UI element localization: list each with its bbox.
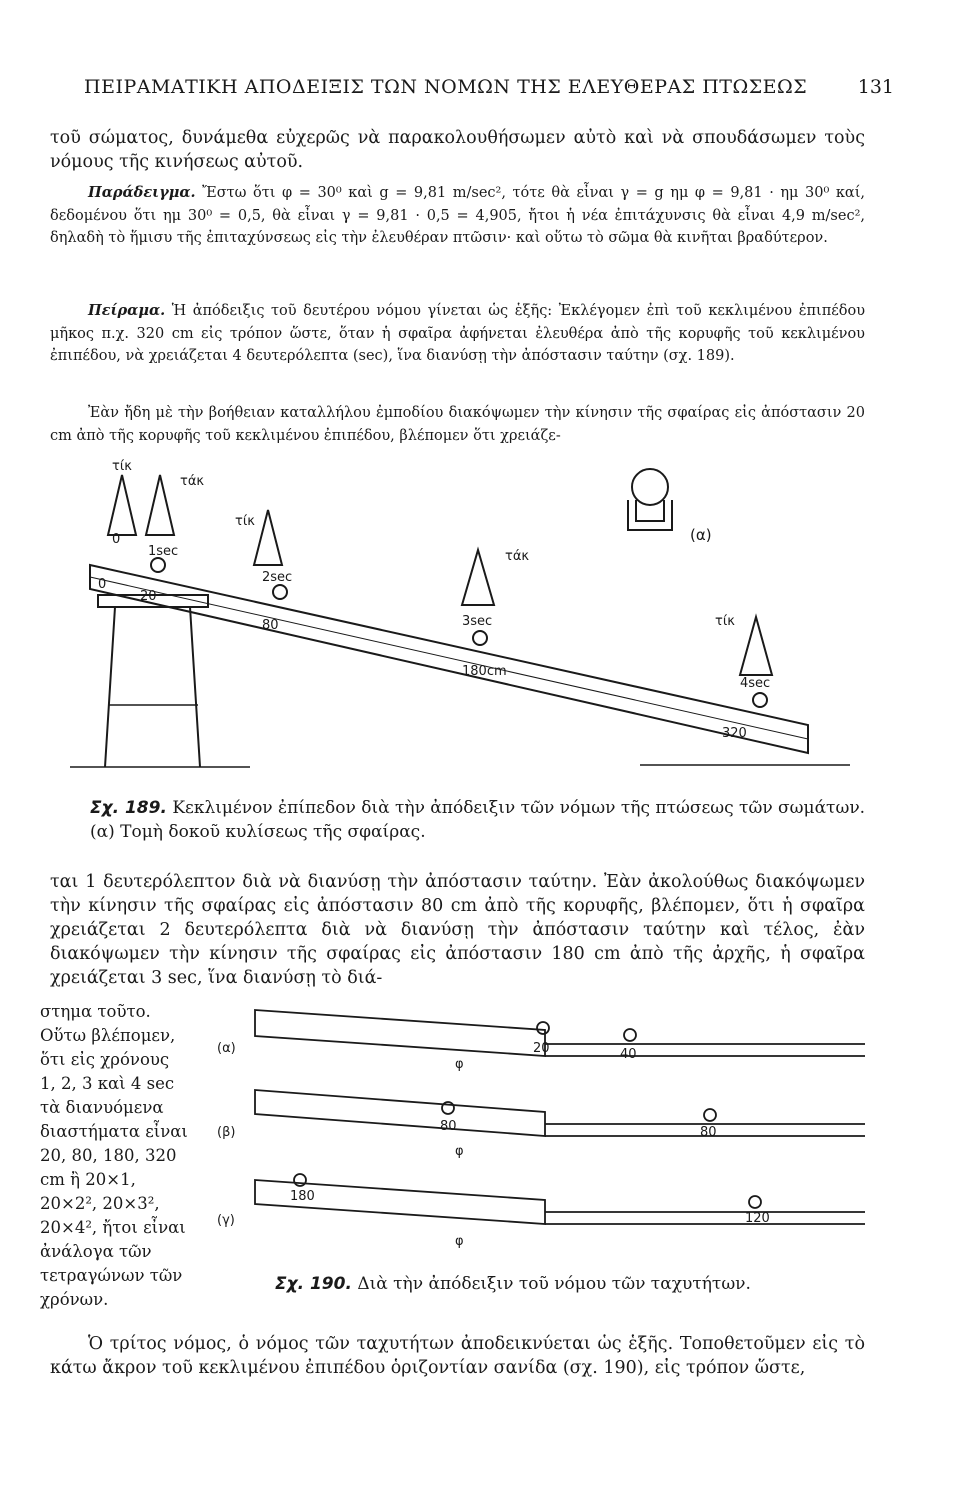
figure-190-caption-text: Διὰ τὴν ἀπόδειξιν τοῦ νόμου τῶν ταχυτήτων. [357,1274,751,1294]
time-label: 0 [112,532,121,547]
paragraph-6: Ὁ τρίτος νόμος, ὁ νόμος τῶν ταχυτήτων ἀποδεικνύεται ὡς ἑξῆς. Τοποθετοῦμεν εἰς τὸ κάτω ἄκρον τοῦ κεκλιμένου ἐπιπέδου ὁριζοντίαν σανίδα (σχ. 190), εἰς τρόπον ὥστε, [50,1334,865,1378]
mark-label: 120 [745,1211,770,1226]
ball [294,1174,306,1186]
paragraph-4: Ἐὰν ἤδη μὲ τὴν βοήθειαν καταλλήλου ἐμποδίου διακόψωμεν τὴν κίνησιν τῆς σφαίρας εἰς ἀπόστασιν 20 cm ἀπὸ τῆς κορυφῆς τοῦ κεκλιμένου ἐπιπέδου, βλέπομεν ὅτι χρειάζε- [50,405,865,444]
page-number: 131 [857,76,894,98]
mark-label: 80 [700,1125,717,1140]
ball [704,1109,716,1121]
phi-label: φ [455,1144,464,1159]
header-title: ΠΕΙΡΑΜΑΤΙΚΗ ΑΠΟΔΕΙΞΙΣ ΤΩΝ ΝΟΜΩΝ ΤΗΣ ΕΛΕΥΘΕΡΑΣ ΠΤΩΣΕΩΣ [84,76,808,98]
distance-label: 20 [140,589,157,604]
figure-189-caption [90,796,880,844]
stool-leg [105,607,115,767]
phi-label: φ [455,1057,464,1072]
ball [473,631,487,645]
example-text: Ἔστω ὅτι φ = 30⁰ καὶ g = 9,81 m/sec², τότε θὰ εἶναι γ = g ημ φ = 9,81 · ημ 30⁰ καί, δεδομένου ὅτι ημ 30⁰ = 0,5, θὰ εἶναι γ = 9,81 · 0,5 = 4,905, ἤτοι ἡ νέα ἐπιτάχυνσις θὰ εἶναι 4,9 m/sec², δηλαδὴ τὸ ἥμισυ τῆς ἐπιταχύνσεως εἰς τὴν ἐλευθέραν πτῶσιν· καὶ οὕτω τὸ σῶμα θὰ κινῆται βραδύτερον. [50,185,865,246]
time-label: 3sec [462,614,493,629]
tock-label: τάκ [505,549,530,564]
figure-190-caption-label: Σχ. 190. [275,1274,352,1294]
sidebar-text: στημα τοῦτο. Οὕτω βλέπομεν, ὅτι εἰς χρόνους 1, 2, 3 καὶ 4 sec τὰ διανυόμενα διαστήματα εἶναι 20, 80, 180, 320 cm ἢ 20×1, 20×2², 20×3², 20×4², ἤτοι εἶναι ἀνάλογα τῶν τετραγώνων τῶν χρόνων. [40,1002,188,1309]
running-header [84,76,894,104]
tick-label: τίκ [112,459,132,474]
metronome [254,510,282,565]
mark-label: 40 [620,1047,637,1062]
figure-190-label-b: (β) [217,1125,236,1140]
time-label: 1sec [148,544,179,559]
tick-label: τίκ [235,514,255,529]
mark-label: 20 [533,1041,550,1056]
inset-label: (α) [690,526,712,544]
figure-189-caption-text: Κεκλιμένον ἐπίπεδον διὰ τὴν ἀπόδειξιν τῶν νόμων τῆς πτώσεως τῶν σωμάτων. (α) Τομὴ δοκοῦ κυλίσεως τῆς σφαίρας. [90,798,866,842]
incline-b [255,1090,545,1136]
metronome [146,475,174,535]
ball [624,1029,636,1041]
experiment-label: Πείραμα. [88,302,166,319]
metronome [108,475,136,535]
ball [537,1022,549,1034]
mark-label: 180 [290,1189,315,1204]
time-label: 2sec [262,570,293,585]
inset-ball [632,469,668,505]
incline-a [255,1010,545,1056]
metronome [462,550,494,605]
paragraph-5: ται 1 δευτερόλεπτον διὰ νὰ διανύσῃ τὴν ἀπόστασιν ταύτην. Ἐὰν ἀκολούθως διακόψωμεν τὴν κίνησιν τῆς σφαίρας εἰς ἀπόστασιν 80 cm ἀπὸ τῆς κορυφῆς, βλέπομεν, ὅτι ἡ σφαῖρα χρειάζεται 2 δευτερόλεπτα διὰ νὰ διανύσῃ τὴν ἀπόστασιν ταύτην καὶ τέλος, ἐὰν διακόψωμεν τὴν κίνησιν τῆς σφαίρας εἰς ἀπόστασιν 180 cm ἀπὸ τῆς ἀρχῆς, ἡ σφαῖρα χρειάζεται 3 sec, ἵνα διανύσῃ τὸ διά- [50,872,865,988]
paragraph-experiment [50,300,865,368]
tick-label: τίκ [715,614,735,629]
figure-190-label-c: (γ) [217,1213,235,1228]
paragraph-1: τοῦ σώματος, δυνάμεθα εὐχερῶς νὰ παρακολουθήσωμεν αὐτὸ καὶ νὰ σπουδάσωμεν τοὺς νόμους τῆς κινήσεως αὐτοῦ. [50,128,865,172]
figure-189 [50,455,890,815]
paragraph-example [50,182,865,250]
distance-label: 180cm [462,664,507,679]
stool-leg [190,607,200,767]
ball [273,585,287,599]
example-label: Παράδειγμα. [88,184,196,201]
experiment-text: Ἡ ἀπόδειξις τοῦ δευτέρου νόμου γίνεται ὡς ἑξῆς: Ἐκλέγομεν ἐπὶ τοῦ κεκλιμένου ἐπιπέδου μῆκος π.χ. 320 cm εἰς τρόπον ὥστε, ὅταν ἡ σφαῖρα ἀφήνεται ἐλευθέρα ἀπὸ τῆς κορυφῆς τοῦ κεκλιμένου ἐπιπέδου, νὰ χρειάζεται 4 δευτερόλεπτα (sec), ἵνα διανύσῃ τὴν ἀπόστασιν ταύτην (σχ. 189). [50,303,866,364]
distance-label: 320 [722,726,747,741]
ball [151,558,165,572]
figure-189-caption-label: Σχ. 189. [90,798,167,818]
figure-190-label-a: (α) [217,1041,236,1056]
ball [749,1196,761,1208]
tock-label: τάκ [180,474,205,489]
ball [753,693,767,707]
distance-label: 80 [262,618,279,633]
mark-label: 80 [440,1119,457,1134]
phi-label: φ [455,1234,464,1249]
time-label: 4sec [740,676,771,691]
distance-label: 0 [98,577,107,592]
metronome [740,617,772,675]
figure-190-caption [275,1272,875,1296]
figure-190 [215,990,875,1260]
